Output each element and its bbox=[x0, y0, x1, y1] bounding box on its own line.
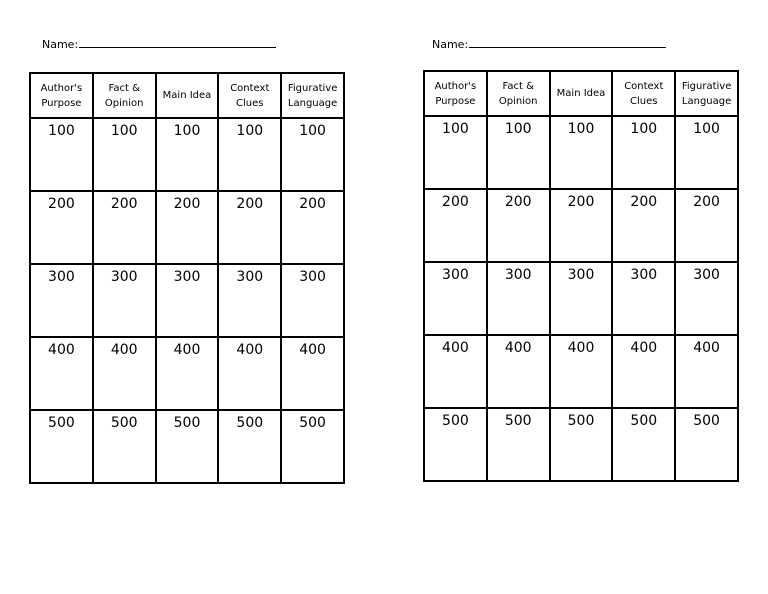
point-cell: 100 bbox=[424, 116, 487, 189]
point-cell: 200 bbox=[93, 191, 156, 264]
point-cell: 400 bbox=[281, 337, 344, 410]
point-cell: 300 bbox=[93, 264, 156, 337]
point-cell: 500 bbox=[218, 410, 281, 483]
point-cell: 400 bbox=[218, 337, 281, 410]
table-row bbox=[30, 264, 344, 337]
point-cell: 200 bbox=[612, 189, 675, 262]
point-cell: 100 bbox=[487, 116, 550, 189]
table-row bbox=[424, 262, 738, 335]
point-cell: 200 bbox=[281, 191, 344, 264]
point-cell: 200 bbox=[156, 191, 219, 264]
point-cell: 400 bbox=[675, 335, 738, 408]
point-cell: 400 bbox=[487, 335, 550, 408]
point-cell: 500 bbox=[424, 408, 487, 481]
point-cell: 200 bbox=[675, 189, 738, 262]
point-cell: 200 bbox=[550, 189, 613, 262]
point-cell: 500 bbox=[675, 408, 738, 481]
point-cell: 400 bbox=[424, 335, 487, 408]
table-row bbox=[30, 337, 344, 410]
point-cell: 300 bbox=[424, 262, 487, 335]
point-cell: 300 bbox=[487, 262, 550, 335]
point-cell: 100 bbox=[30, 118, 93, 191]
point-cell: 400 bbox=[30, 337, 93, 410]
name-blank[interactable] bbox=[79, 38, 276, 48]
point-cell: 500 bbox=[487, 408, 550, 481]
header-row bbox=[424, 71, 738, 116]
point-cell: 200 bbox=[218, 191, 281, 264]
point-cell: 300 bbox=[281, 264, 344, 337]
column-header: Fact & Opinion bbox=[487, 71, 550, 116]
point-cell: 100 bbox=[612, 116, 675, 189]
name-line bbox=[432, 38, 666, 51]
point-cell: 400 bbox=[156, 337, 219, 410]
table-row bbox=[424, 335, 738, 408]
point-cell: 300 bbox=[675, 262, 738, 335]
table-row bbox=[424, 189, 738, 262]
column-header: Author's Purpose bbox=[30, 73, 93, 118]
point-cell: 300 bbox=[218, 264, 281, 337]
point-cell: 100 bbox=[93, 118, 156, 191]
column-header: Main Idea bbox=[550, 71, 613, 116]
point-cell: 100 bbox=[281, 118, 344, 191]
table-row bbox=[424, 116, 738, 189]
point-cell: 500 bbox=[550, 408, 613, 481]
score-table bbox=[29, 72, 345, 484]
name-label: Name: bbox=[432, 38, 469, 51]
point-cell: 500 bbox=[281, 410, 344, 483]
header-row bbox=[30, 73, 344, 118]
point-cell: 100 bbox=[156, 118, 219, 191]
point-cell: 100 bbox=[675, 116, 738, 189]
point-cell: 200 bbox=[30, 191, 93, 264]
column-header: Figurative Language bbox=[281, 73, 344, 118]
point-cell: 500 bbox=[612, 408, 675, 481]
table-row bbox=[30, 118, 344, 191]
table-row bbox=[30, 410, 344, 483]
point-cell: 400 bbox=[93, 337, 156, 410]
name-label: Name: bbox=[42, 38, 79, 51]
table-row bbox=[424, 408, 738, 481]
column-header: Context Clues bbox=[218, 73, 281, 118]
point-cell: 500 bbox=[156, 410, 219, 483]
column-header: Main Idea bbox=[156, 73, 219, 118]
column-header: Context Clues bbox=[612, 71, 675, 116]
point-cell: 500 bbox=[30, 410, 93, 483]
score-table bbox=[423, 70, 739, 482]
point-cell: 300 bbox=[612, 262, 675, 335]
point-cell: 300 bbox=[550, 262, 613, 335]
point-cell: 100 bbox=[218, 118, 281, 191]
point-cell: 200 bbox=[424, 189, 487, 262]
table-row bbox=[30, 191, 344, 264]
point-cell: 400 bbox=[550, 335, 613, 408]
point-cell: 500 bbox=[93, 410, 156, 483]
name-blank[interactable] bbox=[469, 38, 666, 48]
name-line bbox=[42, 38, 276, 51]
point-cell: 300 bbox=[30, 264, 93, 337]
point-cell: 400 bbox=[612, 335, 675, 408]
point-cell: 300 bbox=[156, 264, 219, 337]
point-cell: 200 bbox=[487, 189, 550, 262]
column-header: Fact & Opinion bbox=[93, 73, 156, 118]
column-header: Figurative Language bbox=[675, 71, 738, 116]
point-cell: 100 bbox=[550, 116, 613, 189]
column-header: Author's Purpose bbox=[424, 71, 487, 116]
